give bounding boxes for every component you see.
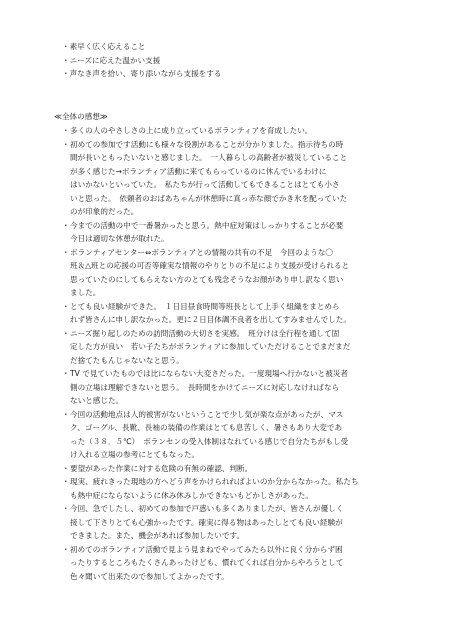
section-heading: ≪全体の感想≫ <box>54 112 108 121</box>
list-item <box>62 138 394 219</box>
list-item-text: TV で見ていたものでは比にならない大変さだった。一度現場へ行かないと被災者 側の立場は理解できないと思う。 長時間をかけてニーズに対応しなければなら ないと感じた。 <box>70 369 349 405</box>
list-item-text: とても良い経験ができた。 １日目昼食時間等班長として上手く組織をまとめら れず皆さんに申し訳なかった。更に２日目体調不良者を出してすみませんでした。 <box>70 301 351 324</box>
list-item <box>62 219 394 246</box>
list-item-text: ボランティアセンター⇔ボランティアとの情報の共有の不足 今回のような〇 班＆△班との応援の可否等確実な情報のやりとりの不足により支援が受けられると 思っていたのにしてもらえない方のとても残念そうなお顔があり申し訳なく思い ました。 <box>70 247 350 297</box>
bullet-mark: ・ <box>62 126 70 135</box>
list-item-text: 要望があった作業に対する危険の有無の確認、判断。 <box>70 463 253 473</box>
bullet-mark: ・ <box>62 504 70 513</box>
bullet-mark: ・ <box>62 328 70 338</box>
list-item-text: 今までの活動の中で一番暑かったと思う。熱中症対策はしっかりすることが必要 今日は適切な休憩が取れた。 <box>70 220 344 243</box>
list-item-text: 今回の活動地点は人的被害がないということで少し気が楽な点があったが、マス ク、ゴーグル、長靴、長袖の装備の作業はとても息苦しく、暑さもあり大変であ った（３８．５℃） ボランセンの受入体制はなれている感じで自分たちがもし受 け入れる立場の参考にとてもなった。 <box>70 409 349 459</box>
list-item <box>62 408 394 462</box>
list-item <box>62 502 394 543</box>
list-item: ・声なき声を拾い、寄り添いながら支援をする <box>62 69 222 78</box>
list-item-text: ニーズ掘り起しのための訪問活動の大切さを実感。 班分けは全行程を通して固 定した方が良い 若い子たちがボランティアに参加していただけることでまだまだ だ捨てたもんじゃないなと思う。 <box>70 328 351 365</box>
list-item <box>62 300 394 327</box>
list-item <box>62 475 394 502</box>
list-item-text: 多くの人のやさしさの上に成り立っているボランティアを育成したい。 <box>70 126 313 135</box>
list-item <box>62 124 394 138</box>
top-list <box>62 40 402 81</box>
list-item-text: 現実、疲れきった現地の方へどう声をかけられればよいのか分からなかった。私たち も熱中症にならないように休み休みしかできないもどかしさがあった。 <box>70 477 359 500</box>
list-item <box>62 367 394 408</box>
bullet-mark: ・ <box>62 301 70 311</box>
list-item: ・素早く広く応えること <box>62 42 146 51</box>
bullet-mark: ・ <box>62 247 70 257</box>
bullet-mark: ・ <box>62 409 70 419</box>
bullet-mark: ・ <box>62 544 70 554</box>
list-item: ・ニーズに応えた温かい支援 <box>62 55 161 65</box>
bullet-mark: ・ <box>62 463 70 473</box>
list-item-text: 初めての参加です活動にも様々な役割があることが分かりました。指示待ちの時 間が長いともったいないと感じました。 一人暮らしの高齢者が被災していること が多く感じた→ボランティア活動に来てもらっているのに休んでいるわけに はいかないといっていた。 私たちが行って活動してもできることはとても小さ いと思った。 依頼者のおばあちゃんが休憩時に真っ赤な顔でかき氷を配っていた のが印象的だった。 <box>70 139 348 216</box>
list-item <box>62 543 394 584</box>
bullet-mark: ・ <box>62 477 70 486</box>
list-item <box>62 327 394 368</box>
list-item <box>62 462 394 476</box>
list-item-text: 初めてのボランティア活動で見よう見まねでやってみたら以外に良く分からず困 ったりするところもたくさんあったけども、慣れてくれば自分からやろうとして 色々聞いて出来たので参加してよかったです。 <box>70 544 344 581</box>
bullet-mark: ・ <box>62 220 70 230</box>
bullet-mark: ・ <box>62 139 70 149</box>
impressions-list <box>62 124 394 583</box>
list-item <box>62 246 394 300</box>
bullet-mark: ・ <box>62 369 70 378</box>
list-item-text: 今回、急でしたし、初めての参加で戸惑いも多くありましたが、皆さんが優しく 接して下さりとても心強かったです。確実に得る物はあったしとても良い経験が できました。また、機会があれば参加したいです。 <box>70 504 344 540</box>
